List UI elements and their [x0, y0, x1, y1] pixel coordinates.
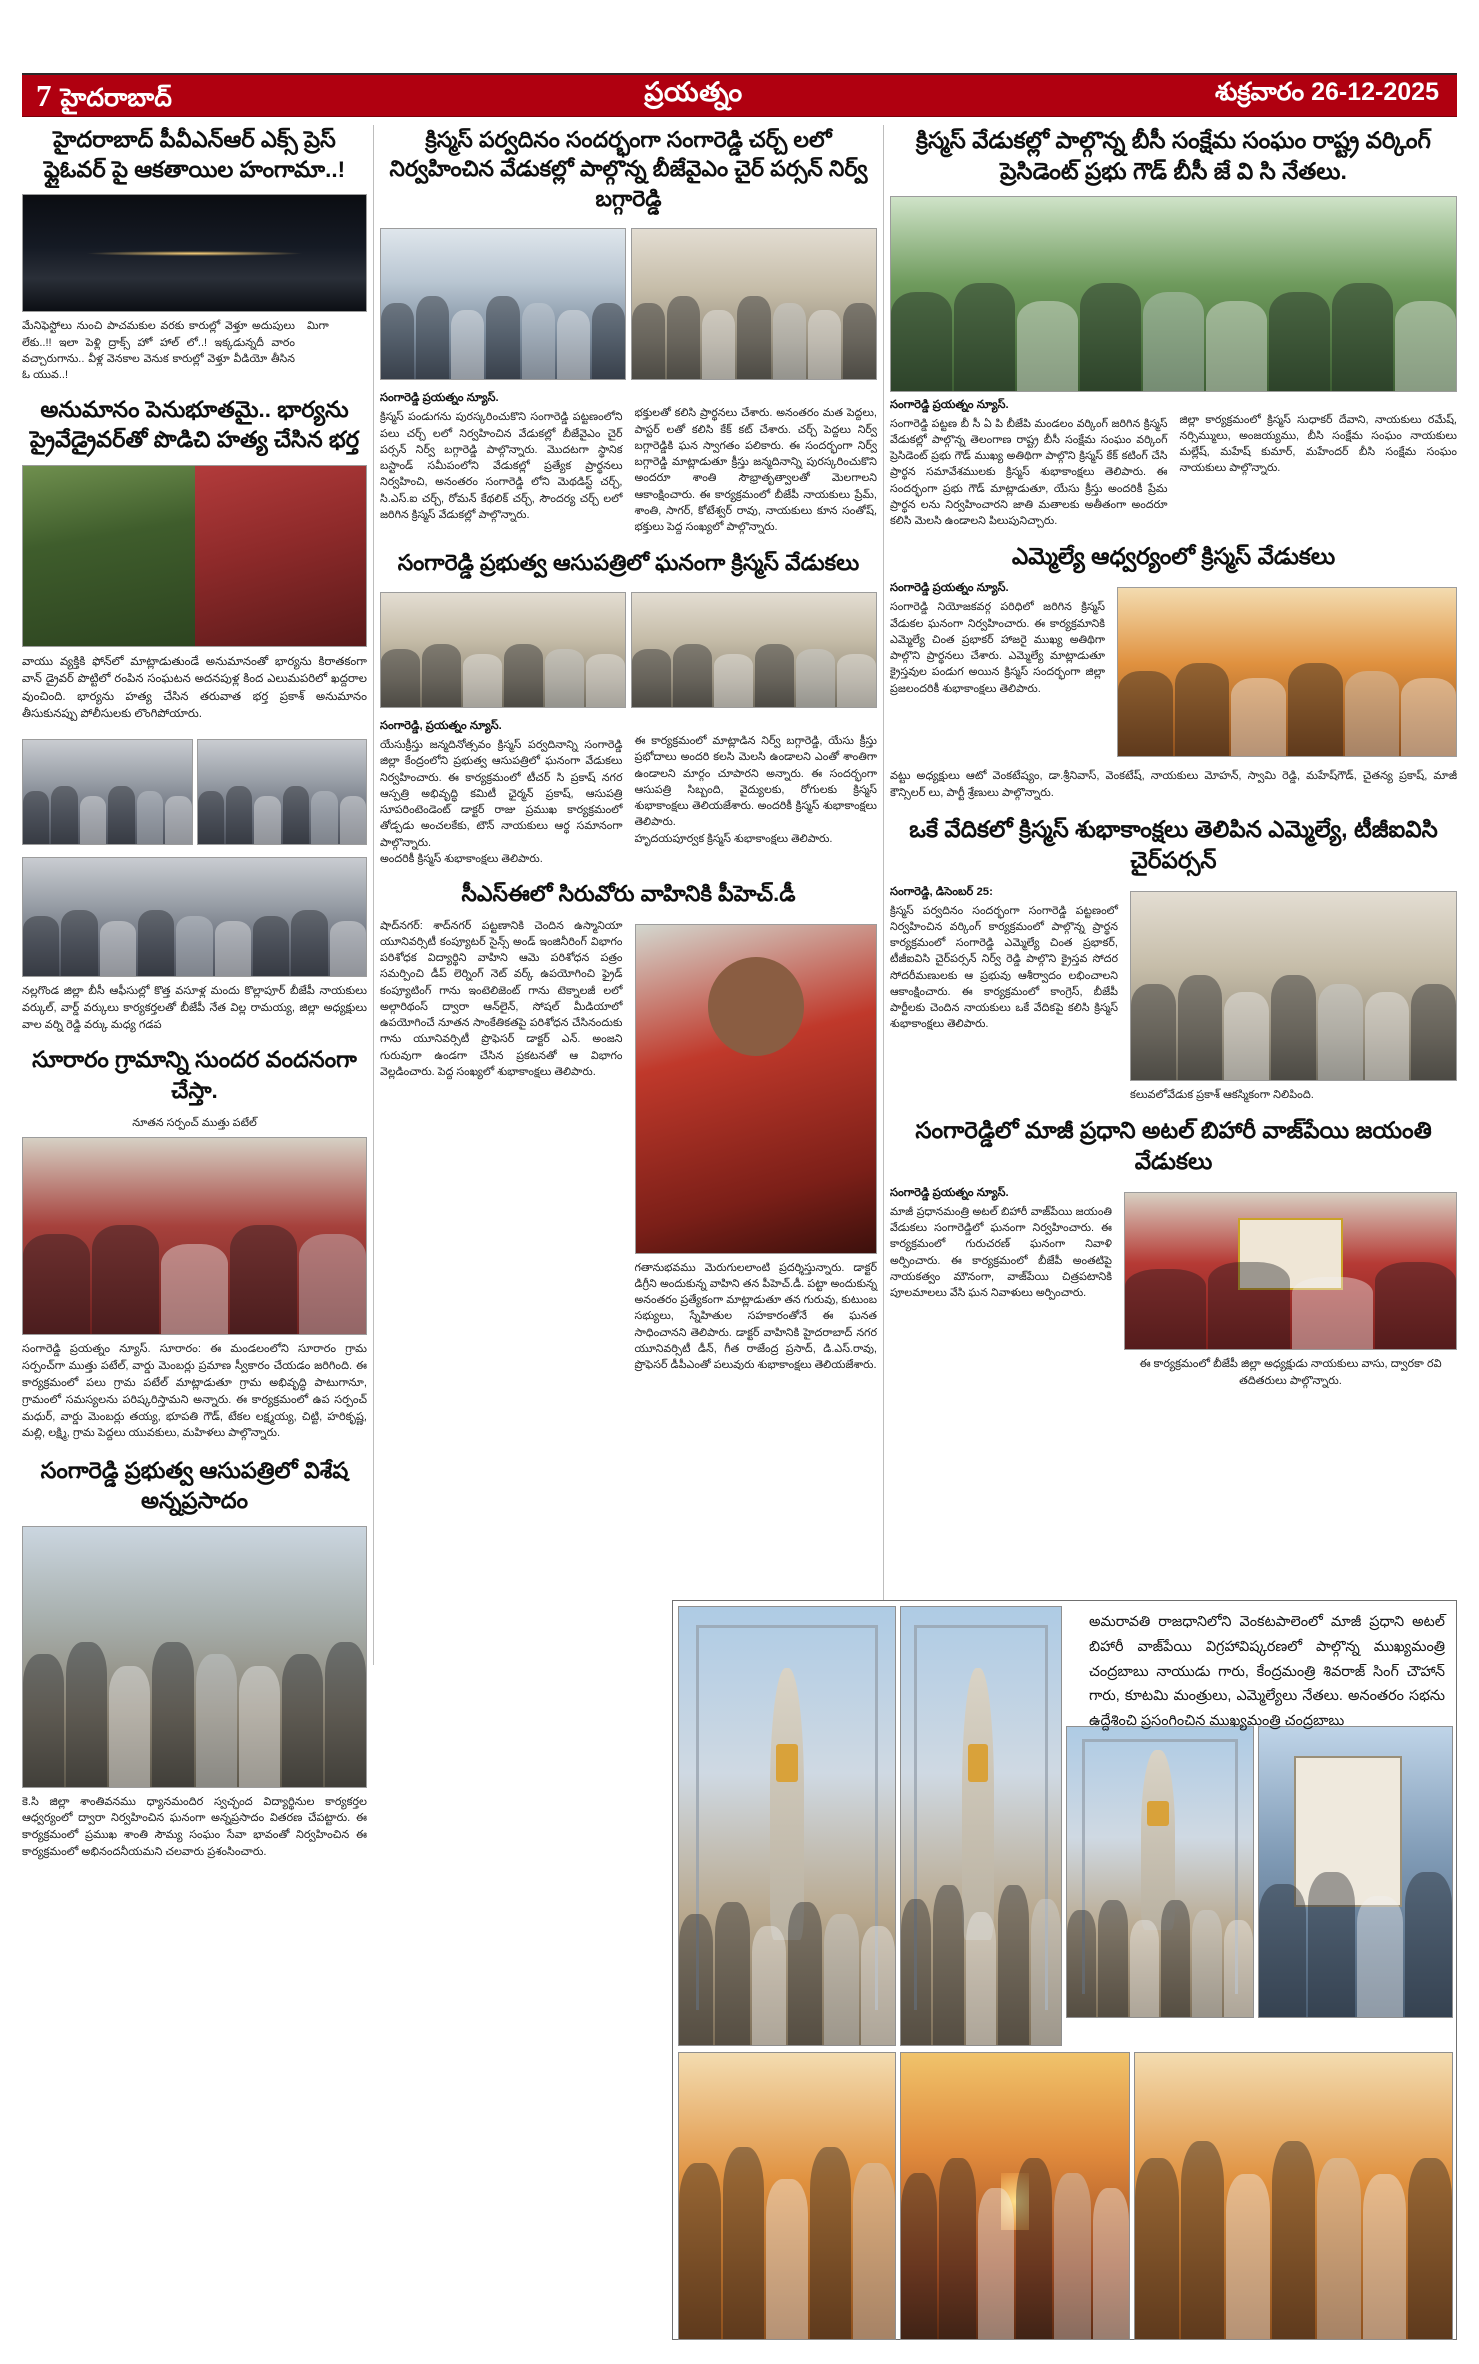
- tgivc-caption: కలువలోవేడుక ప్రకాశ్ ఆకస్మికంగా నిలిపింది.: [1130, 1088, 1314, 1101]
- bc-text-left: సంగారెడ్డి పట్టణ బీ సీ ఏ పి బీజేపి మండలం వర్కింగ్ జరిగిన క్రిస్మస్ వేడుకల్లో పాల్గొన్న తెలంగాణ రాష్ట్ర బీసీ సంక్షేమ సంఘం వర్కింగ్ ప్రెసిడెంట్ ప్రభు గౌడ్ ముఖ్య అతిథిగా పాల్గొని క్రిస్మస్ కేక్ కటింగ్ చేసి ప్రార్థన సమావేశములకు క్రిస్మస్ శుభాకాంక్షలు తెలిపారు. ఈ సందర్భంగా ప్రభు గౌడ్ మాట్లాడుతూ, యేసు క్రీస్తు అందరికీ ప్రేమ ప్రార్థన లను నిర్వహించారని జాతి మతాలకు అతీతంగా అందరూ కలిసి మెలసి ఉండాలని పిలుపునిచ్చారు.: [890, 417, 1168, 528]
- vajpayee-caption: ఈ కార్యక్రమంలో బీజేపీ జిల్లా అధ్యక్షుడు నాయకులు వాసు, ద్వారకా రవి తదితరులు పాల్గొన్నారు.: [1139, 1357, 1442, 1387]
- bc-text-right: జిల్లా కార్యక్రమంలో క్రిస్మస్ సుధాకర్ దేవాని, నాయకులు రమేష్, నర్సిమ్ములు, అంజయ్యము, బీసి సంక్షేమ సంఘం నాయకులు మల్లేష్, మహేష్ కుమార్, మహేందర్ బీసి సంక్షేమ సంఘం నాయకులు పాల్గొన్నారు.: [1179, 413, 1457, 475]
- edition-city: హైదరాబాద్: [60, 84, 172, 112]
- hospital-dateline: సంగారెడ్డి, ప్రయత్నం న్యూస్.: [380, 720, 502, 732]
- vajpayee-dateline: సంగారెడ్డి ప్రయత్నం న్యూస్.: [890, 1186, 1009, 1199]
- hospital-closing-right: హృదయపూర్వక క్రిస్మస్ శుభాకాంక్షలు తెలిపారు.: [634, 832, 833, 845]
- vajpayee-statue-unveiling-photo: [678, 1606, 896, 2046]
- headline-hospital-christmas: సంగారెడ్డి ప్రభుత్వ ఆసుపత్రిలో ఘనంగా క్రిస్మస్ వేడుకలు: [397, 549, 860, 575]
- story-mla-christmas: [890, 541, 1457, 801]
- column-divider-1: [373, 125, 374, 1665]
- portrait-garlanding-photo: [1258, 1726, 1453, 2018]
- story-vajpayee-jayanti: [890, 1115, 1457, 1389]
- vajpayee-text: మాజీ ప్రధానమంత్రి అటల్ బిహారీ వాజ్‌పేయి జయంతి వేడుకలు సంగారెడ్డిలో ఘనంగా నిర్వహించారు. ఈ కార్యక్రమంలో గురుచరణ్ ఘనంగా నివాళి అర్పించారు. ఈ కార్యక్రమంలో బీజేపీ అంతటిపై నాయకత్వం మౌనంగా, వాజ్‌పేయి చిత్రపటానికి పూలమాలలు వేసి ఘన నివాళులు అర్పించారు.: [890, 1205, 1112, 1300]
- hospital-closing-left: అందరికీ క్రిస్మస్ శుభాకాంక్షలు తెలిపారు.: [380, 852, 543, 865]
- protest-crowd-photo-1: [22, 739, 193, 845]
- paper-title: ప్రయత్నం: [644, 76, 743, 107]
- story-tgivc: [890, 814, 1457, 1103]
- cm-waving-at-statue-photo: [900, 1606, 1062, 2046]
- lamp-lighting-ceremony-photo: [900, 2052, 1130, 2340]
- hospital-subhead: [635, 719, 878, 731]
- church-dateline: సంగారెడ్డి ప్రయత్నం న్యూస్.: [380, 392, 499, 405]
- headline-annaprasadam: సంగారెడ్డి ప్రభుత్వ ఆసుపత్రిలో విశేష అన్నప్రసాదం: [40, 1458, 349, 1514]
- hospital-text-left: యేసుక్రీస్తు జన్మదినోత్సవం క్రిస్మస్ పర్వదినాన్ని సంగారెడ్డి జిల్లా కేంద్రంలోని ప్రభుత్వ ఆసుపత్రిలో ఘనంగా వేడుకలు నిర్వహించారు. ఈ కార్యక్రమంలో టీచర్ సి ప్రకాష్ నగర ఆస్పత్రి అభివృద్ధి కమిటీ ఛైర్మన్ ప్రకాష్, ఆసుపత్రి సూపరింటెండెంట్ డాక్టర్ రాజు ప్రముఖ కార్యక్రమంలో తోడ్పడు అంచలకేకు, టౌన్ నాయకులు ఆర్థ సమానంగా పాల్గొన్నారు.: [380, 739, 623, 849]
- headline-bc-sangham: క్రిస్మస్ వేడుకల్లో పాల్గొన్న బీసీ సంక్షేమ సంఘం రాష్ట్ర వర్కింగ్ ప్రెసిడెంట్ ప్రభు గౌడ్ బీసీ జే వి సి నేతలు.: [916, 127, 1431, 184]
- vajpayee-jayanti-photo: [1124, 1192, 1457, 1350]
- protest-crowd-photo-3: [22, 857, 367, 977]
- mla-dateline: సంగారెడ్డి ప్రయత్నం న్యూస్.: [890, 582, 1009, 595]
- column-2: [380, 125, 877, 1373]
- headline-flyover: హైదరాబాద్ పీవీఎన్ఆర్ ఎక్స్ ప్రెస్ ఫ్లైఓవర్ పై ఆకతాయిల హంగామా..!: [43, 127, 346, 183]
- hospital-christmas-photo-2: [631, 592, 877, 708]
- headline-church-christmas: క్రిస్మస్ పర్వదినం సందర్భంగా సంగారెడ్డి చర్చ్ లలో నిర్వహించిన వేడుకల్లో పాల్గొన్న బీజేవైఎం చైర్ పర్సన్ నిర్వ్ బగ్గారెడ్డి: [389, 127, 868, 211]
- sarpanch-signing-photo: [22, 1137, 367, 1335]
- phd-text-right: గతానుభవము మెరుగులలాంటి ప్రదర్శిస్తున్నారు. డాక్టర్ డిగ్రీని అందుకున్న వాహిని తన పీహెచ్.డీ. పట్టా అందుకున్న అనంతరం ప్రత్యేకంగా మాట్లాడుతూ తన గురువు, కుటుంబ సభ్యులు, స్నేహితుల సహకారంతోనే ఈ ఘనత సాధించానని తెలిపారు. డాక్టర్ వాహినికి హైదరాబాద్ నగర యూనివర్సిటీ డీన్, గీత రాజేంద్ర ప్రసాద్, డి.ఎస్.రావు, ప్రొఫెసర్ డీపీఎంతో పలువురు శుభాకాంక్షలు తెలియజేశారు.: [634, 1261, 877, 1372]
- flyover-text-right: మిగా: [307, 320, 329, 333]
- protest-crowd-photo-2: [197, 739, 368, 845]
- phd-woman-portrait-photo: [635, 924, 878, 1254]
- annaprasadam-distribution-photo: [22, 1526, 367, 1788]
- story-annaprasadam: [22, 1456, 367, 1860]
- flyover-text-left: మేనిఫెస్టోలు నుంచి పాచమకుల వరకు కారుల్లో వెళ్తూ అదుపులు లేకు..!! ఇలా పెళ్లి ద్రాక్స్ హో హాల్ లో..! ఇక్కడున్నదీ వారం వచ్చారుగాను.. వీళ్ల వెనకాల వెనుక కారుల్లో వెళ్తూ వీడియో తీసిన ఓ యువ..!: [22, 320, 295, 382]
- church-christmas-photo-1: [380, 228, 626, 380]
- phd-text-left: షాద్‌నగర్: శాద్‌నగర్ పట్టణానికి చెందిన ఉస్మానియా యూనివర్సిటీ కంప్యూటర్ సైన్స్ అండ్ ఇంజినీరింగ్ విభాగం పరిశోధక విద్యార్థిని వాహిని ఆమె పరిశోధన పత్రం సమర్పించి డీప్ లెర్నింగ్ నెట్ వర్క్ ఉపయోగించి ఫ్రైడ్ కంప్యూటింగ్ గాను ఇంటెలిజెంట్ గాను టెక్నాలజీ లలో అల్గారిథంస్ ద్వారా ఆన్‌లైన్, సోషల్ మీడియాలో ఉపయోగించే నూతన సాంకేతికతపై పరిశోధన చేసినందుకు గాను యూనివర్సిటీ ప్రొఫెసర్ డాక్టర్ ఎన్. అంజని గురువుగా ఉండగా చేసిన ప్రకటనతో ఆ విభాగం వెల్లడించారు. పెద్ద సంఖ్యలో శుభాకాంక్షలు తెలిపారు.: [380, 919, 623, 1078]
- tgivc-dateline: సంగారెడ్డి, డిసెంబర్ 25:: [890, 885, 993, 898]
- story-bc-sangham: [890, 125, 1457, 529]
- headline-vajpayee-jayanti: సంగారెడ్డిలో మాజీ ప్రధాని అటల్ బిహారీ వాజ్‌పేయి జయంతి వేడుకలు: [915, 1117, 1432, 1175]
- headline-murder: అనుమానం పెనుభూతమై.. భార్యను ప్రైవేడ్రైవర్‌తో పొడిచి హత్య చేసిన భర్త: [29, 397, 360, 453]
- publication-date: శుక్రవారం 26-12-2025: [1215, 78, 1439, 106]
- murder-text: వాయు వ్యక్తికి ఫోన్‌లో మాట్లాడుతుండే అనుమానంతో భార్యను కిరాతకంగా వాన్ డ్రైవర్ పొట్టిలో రంపిన సంఘటన అదనపుళ్ల కింద ఎలుమపరిలో ఖద్దరాల వుంచింది. భార్యను హత్య చేసిన తరువాత భర్త ప్రకాశ్ అనుమానం తీసుకునప్పు పోలీసులకు లొంగిపోయారు.: [22, 654, 367, 721]
- story-flyover: [22, 125, 367, 383]
- church-text-right: భక్తులతో కలిసి ప్రార్థనలు చేశారు. అనంతరం మత పెద్దలు, పాస్టర్ లతో కలిసి కేక్ కట్ చేశారు. చర్చ్ పెద్దలు నిర్వ్ బగ్గారెడ్డికి ఘన స్వాగతం పలికారు. ఈ సందర్భంగా నిర్వ్ బగ్గారెడ్డి మాట్లాడుతూ క్రీస్తు జన్మదినాన్ని పురస్కరించుకొని అందరూ శాంతి సౌభ్రాతృత్వాలతో మెలగాలని ఆకాంక్షించారు. ఈ కార్యక్రమంలో బీజేపీ నాయకులు ప్రేమ్, శాంతి, సాగర్, కోటేశ్వర్ రావు, నాయకులు కూన సంతోష్, భక్తులు పెద్ద సంఖ్యలో పాల్గొన్నారు.: [634, 407, 877, 534]
- column-3: [890, 125, 1457, 1390]
- mla-caption: వట్టు అధ్యక్షులు ఆటో వెంకటేష్యం, డా.శ్రీనివాస్, వెంకటేష్, నాయకులు మోహన్, స్వామి రెడ్డి, మహేష్‌గౌడ్, చైతన్య ప్రకాష్, మాజీ కౌన్సిలర్ లు, పార్టీ శ్రేణులు పాల్గొన్నారు.: [890, 770, 1457, 800]
- hospital-text-right: ఈ కార్యక్రమంలో మాట్లాడిన నిర్వ్ బగ్గారెడ్డి, యేసు క్రీస్తు ప్రభోదాలు అందరి కలసి మెలసి ఉండాలని ఎంతో శాంతిగా ఉండాలని మార్గం చూపారని అన్నారు. ఈ సందర్భంగా ఆసుపత్రి సిబ్బంది, వైద్యులకు, రోగులకు క్రిస్మస్ శుభాకాంక్షలు తెలియజేశారు. అందరికీ క్రిస్మస్ శుభాకాంక్షలు తెలిపారు.: [634, 735, 877, 829]
- church-christmas-photo-2: [631, 228, 877, 380]
- husband-wife-portrait-photo: [22, 465, 367, 647]
- bc-dateline: సంగారెడ్డి ప్రయత్నం న్యూస్.: [890, 398, 1009, 411]
- bc-sangham-christmas-photo: [890, 196, 1457, 392]
- column-divider-2: [883, 125, 884, 1665]
- headline-sarpanch: సూరారం గ్రామాన్ని సుందర వందనంగా చేస్తా.: [32, 1047, 357, 1103]
- column-1: [22, 125, 367, 1861]
- sarpanch-subhead: నూతన సర్పంచ్ ముత్తు పటేల్: [132, 1116, 257, 1129]
- story-sarpanch: [22, 1045, 367, 1442]
- mla-tgivc-chairperson-photo: [1130, 891, 1457, 1081]
- church-text-left: క్రిస్మస్ పండుగను పురస్కరించుకొని సంగారెడ్డి పట్టణంలోని పలు చర్చ్ లలో నిర్వహించిన వేడుకల్లో బీజేవైఎం చైర్ పర్సన్ నిర్వ్ బగ్గారెడ్డి పాల్గొన్నారు. మొదటగా స్థానిక బస్టాండ్ సమీపంలోని వేడుకల్లో ప్రత్యేక ప్రార్థనలు నిర్వహించి, అనంతరం సంగారెడ్డి లోని మెథడిస్ట్ చర్చ్, సి.ఎస్.ఐ చర్చ్, రోమన్ కేథలిక్ చర్చ్, సౌందర్య చర్చ్ లలో జరిగిన క్రిస్మస్ వేడుకల్లో పాల్గొన్నారు.: [380, 411, 623, 521]
- hospital-christmas-photo-1: [380, 592, 626, 708]
- bottom-photo-montage: [672, 1600, 1457, 2340]
- cm-handshake-photo: [678, 2052, 896, 2340]
- masthead-left: [22, 80, 172, 111]
- bc-subhead: [1180, 398, 1458, 410]
- mla-text: సంగారెడ్డి నియోజకవర్గ పరిధిలో జరిగిన క్రిస్మస్ వేడుకల ఘనంగా నిర్వహించారు. ఈ కార్యక్రమానికి ఎమ్మెల్యే చింత ప్రభాకర్ హాజరై ముఖ్య అతిథిగా పాల్గొని ప్రార్థనలు చేశారు. ఎమ్మెల్యే మాట్లాడుతూ క్రైస్తవుల పండుగ అయిన క్రిస్మస్ సందర్భంగా జిల్లా ప్రజలందరికీ శుభాకాంక్షలు తెలిపారు.: [890, 601, 1105, 695]
- church-subhead: [635, 391, 878, 403]
- night-flyover-photo: [22, 194, 367, 312]
- story-phd: [380, 879, 877, 1373]
- story-murder: [22, 395, 367, 723]
- story-church-christmas: [380, 125, 877, 536]
- annaprasadam-caption: కె.సి జిల్లా శాంతివనము ధ్యానమందిర స్వచ్ఛంద విద్యార్థినుల కార్యకర్తల ఆధ్వర్యంలో ద్వారా నిర్వహించిన ఘనంగా అన్నప్రసాదం వితరణ చేపట్టారు. ఈ కార్యక్రమంలో ప్రముఖ శాంతి సౌమ్య సంఘం సేవా భావంతో నిర్వహించిన ఈ కార్యక్రమంలో అభినందనీయమని చలవారు ప్రశంసించారు.: [22, 1795, 367, 1858]
- headline-mla-christmas: ఎమ్మెల్యే ఆధ్వర్యంలో క్రిస్మస్ వేడుకలు: [1011, 543, 1336, 570]
- protest-caption: నల్లగొండ జిల్లా బీసీ ఆఫీసుల్లో కొత్త వసూళ్ల మందు కొల్లాపూర్ బీజేపీ నాయకులు వర్కుల్, వార్డ్ వర్కులు కార్యకర్తలతో బీజేపీ నేత విల్ల రామయ్య, జిల్లా అధ్యక్షులు వాల వర్ని రెడ్డి వర్కు మధ్య గడప: [22, 985, 367, 1031]
- leaders-waving-stage-photo: [1134, 2052, 1453, 2340]
- story-hospital-christmas: [380, 548, 877, 868]
- sarpanch-caption: సంగారెడ్డి ప్రయత్నం న్యూస్. సూరారం: ఈ మండలంలోని సూరారం గ్రామ సర్పంచ్‌గా ముత్తు పటేల్, వార్డు మెంబర్లు ప్రమాణ స్వీకారం చేయడం జరిగింది. ఈ కార్యక్రమంలో పలు గ్రామ పటేల్ మాట్లాడుతూ గ్రామ అభివృద్ధి పాటుగానూ, గ్రామంలో సమస్యలను పరిష్కరిస్తామని అన్నారు. ఈ కార్యక్రమంలో ఉప సర్పంచ్ మధుర్, వార్డు మెంబర్లు తయ్య, భూపతి గౌడ్, టేకల లక్ష్మయ్య, చిట్టి, హరికృష్ణ, మల్లి, లక్ష్మి, గ్రామ పెద్దలు యువకులు, మహిళలు పాల్గొన్నారు.: [22, 1343, 367, 1440]
- headline-tgivc: ఒకే వేదికలో క్రిస్మస్ శుభాకాంక్షలు తెలిపిన ఎమ్మెల్యే, టీజీఐవిసి చైర్‌పర్సన్: [909, 815, 1438, 873]
- statue-garlanding-wide-photo: [1066, 1726, 1254, 2018]
- masthead-banner: [22, 73, 1457, 117]
- tgivc-text: క్రిస్మస్ పర్వదినం సందర్భంగా సంగారెడ్డి పట్టణంలో నిర్వహించిన వర్కింగ్ కార్యక్రమంలో పాల్గొన్న ప్రార్థన కార్యక్రమంలో సంగారెడ్డి ఎమ్మెల్యే చింత ప్రభాకర్, టీజీఐవిసి చైర్‌పర్సన్ నిర్వ్ రెడ్డి పాల్గొని క్రైస్తవ సోదర సోదరీమణులకు ఆ ప్రభువు ఆశీర్వాదం లభించాలని ఆకాంక్షించారు. ఈ కార్యక్రమంలో కాంగ్రెస్, బీజేపీ పార్టీలకు చెందిన నాయకులు ఒకే వేదికపై కలిసి క్రిస్మస్ శుభాకాంక్షలు తెలిపారు.: [890, 904, 1118, 1031]
- story-protest: [22, 733, 367, 1033]
- headline-phd: సీఎస్ఈలో సిరువోరు వాహినికి పీహెచ్.డీ: [461, 881, 796, 907]
- page-number: 7: [36, 78, 52, 113]
- montage-caption: అమరావతి రాజధానిలోని వెంకటపాలెంలో మాజీ ప్రధాని అటల్ బిహారీ వాజ్‌పేయి విగ్రహావిష్కరణలో పాల్గొన్న ముఖ్యమంత్రి చంద్రబాబు నాయుడు గారు, కేంద్రమంత్రి శివరాజ్ సింగ్ చౌహాన్ గారు, కూటమి మంత్రులు, ఎమ్మెల్యేలు నేతలు. అనంతరం సభను ఉద్దేశించి ప్రసంగించిన ముఖ్యమంత్రి చంద్రబాబు: [1089, 1614, 1445, 1730]
- mla-christmas-celebration-photo: [1117, 587, 1457, 757]
